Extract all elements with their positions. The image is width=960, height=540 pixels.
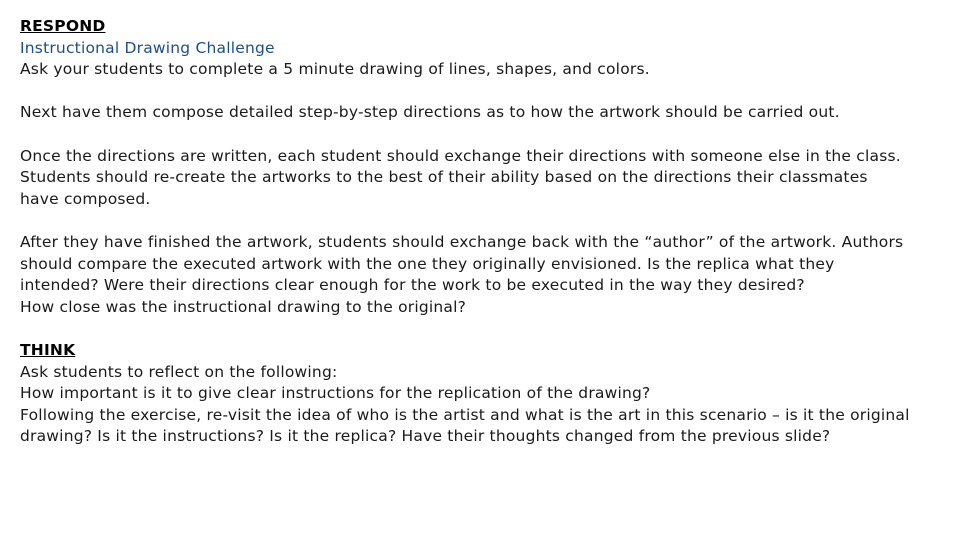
spacer — [20, 81, 910, 103]
respond-subheading: Instructional Drawing Challenge — [20, 38, 275, 57]
respond-paragraph-4: After they have finished the artwork, students should exchange back with the “author” of the artwork. Authors should compare the executed artwork with the one they originally envisioned. Is the replica what they intended? Were their directions clear enough for the work to be executed in the way they desired? — [20, 232, 904, 295]
respond-paragraph-1: Ask your students to complete a 5 minute drawing of lines, shapes, and colors. — [20, 60, 650, 79]
spacer — [20, 318, 910, 340]
respond-paragraph-2: Next have them compose detailed step-by-step directions as to how the artwork should be carried out. — [20, 103, 840, 122]
spacer — [20, 124, 910, 146]
respond-heading: RESPOND — [20, 17, 106, 35]
think-heading: THINK — [20, 340, 76, 359]
respond-paragraph-3: Once the directions are written, each student should exchange their directions with someone else in the class. Students should re-create the artworks to the best of their ability based on the directions their classmates have composed. — [20, 146, 901, 208]
respond-paragraph-5: How close was the instructional drawing to the original? — [20, 297, 467, 316]
think-paragraph-2: How important is it to give clear instructions for the replication of the drawing? — [20, 384, 651, 403]
think-paragraph-1: Ask students to reflect on the following: — [20, 362, 338, 381]
spacer — [20, 210, 910, 232]
slide-content — [20, 16, 910, 448]
think-paragraph-3: Following the exercise, re-visit the idea of who is the artist and what is the art in this scenario – is it the original drawing? Is it the instructions? Is it the replica? Have their thoughts changed from the previous slide? — [20, 405, 910, 446]
